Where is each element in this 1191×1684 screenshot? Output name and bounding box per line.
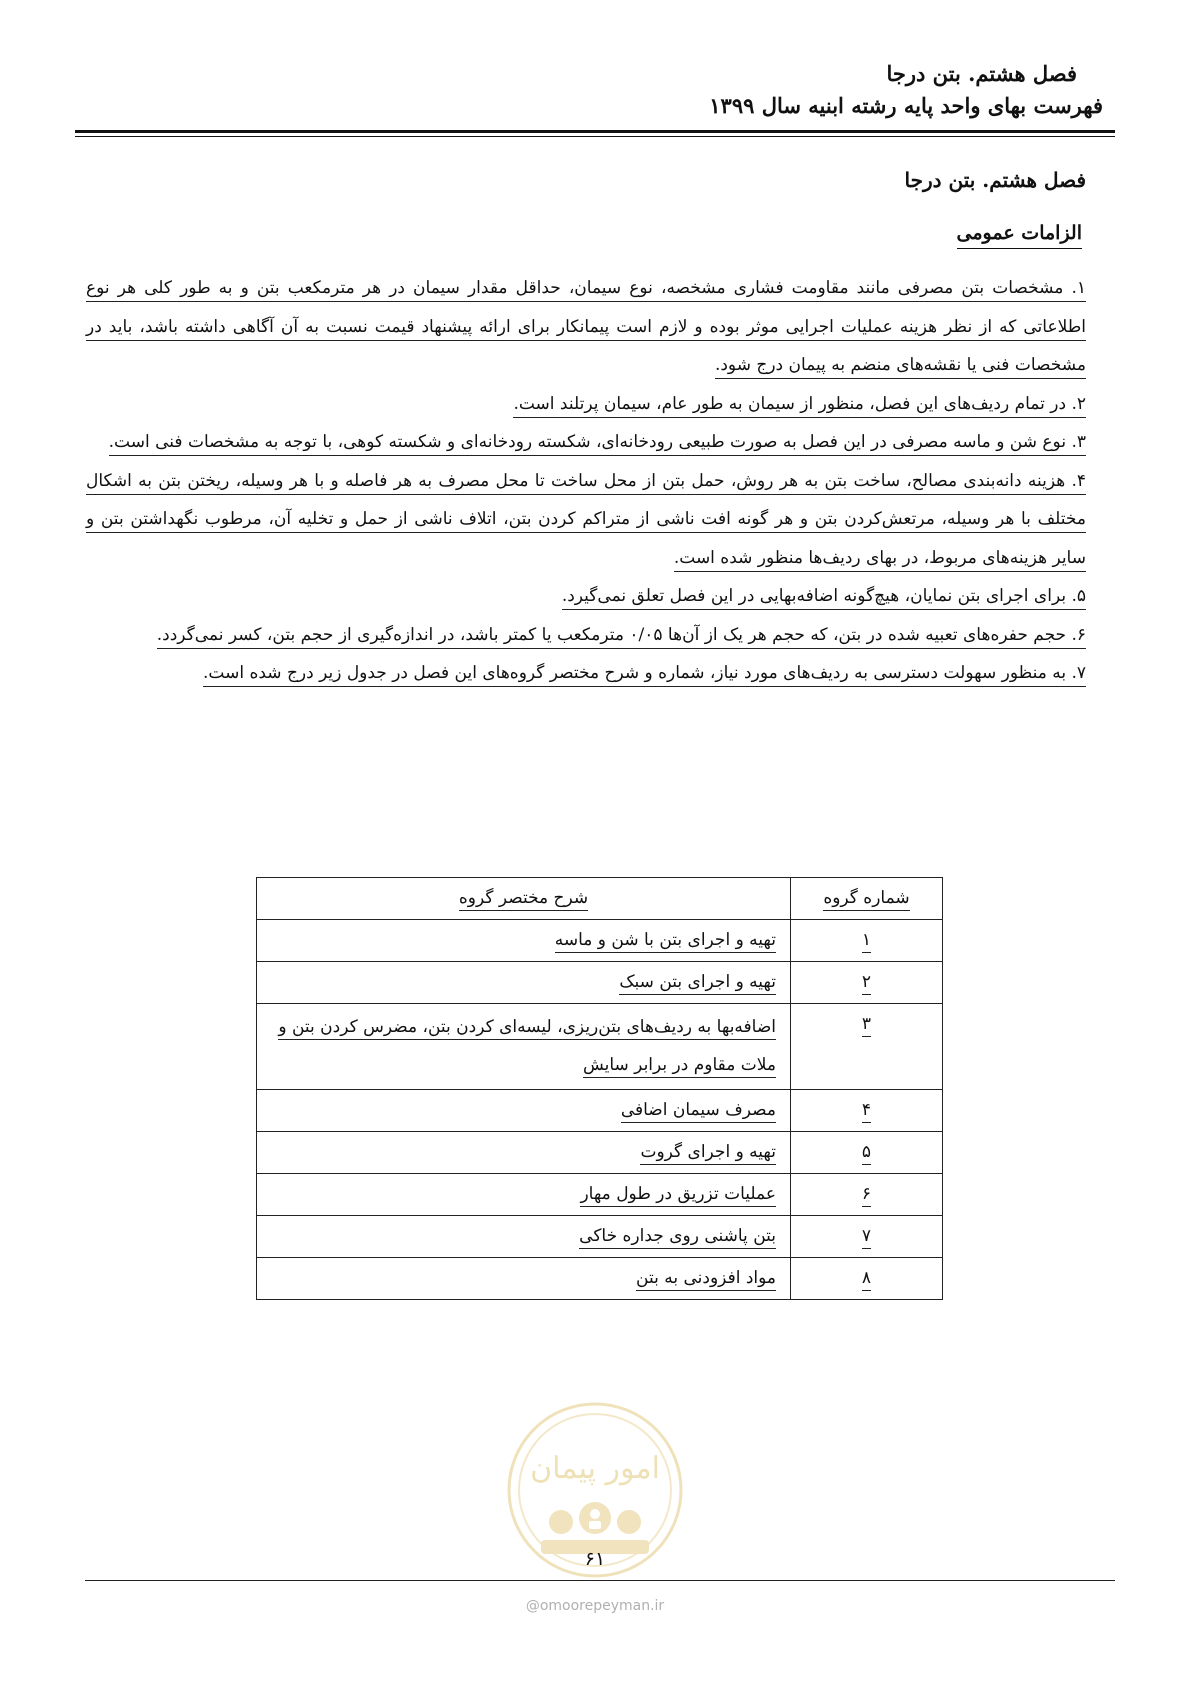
requirements-list [86, 269, 1086, 693]
header-catalog-title: فهرست بهای واحد پایه رشته ابنیه سال ۱۳۹۹ [709, 93, 1103, 118]
group-number: ۱ [791, 920, 943, 962]
table-row [257, 1258, 943, 1300]
table-row [257, 1216, 943, 1258]
group-number: ۶ [791, 1174, 943, 1216]
group-description: عملیات تزریق در طول مهار [257, 1174, 791, 1216]
page-header [63, 58, 1103, 122]
group-description: بتن پاشنی روی جداره خاکی [257, 1216, 791, 1258]
page-body [86, 162, 1086, 693]
group-number: ۲ [791, 962, 943, 1004]
group-description: مواد افزودنی به بتن [257, 1258, 791, 1300]
table-row [257, 920, 943, 962]
table-row [257, 1174, 943, 1216]
group-table [256, 877, 943, 1300]
group-number: ۳ [791, 1004, 943, 1090]
table-header-row [257, 878, 943, 920]
group-description: اضافه‌بها به ردیف‌های بتن‌ریزی، لیسه‌ای کردن بتن، مضرس کردن بتن و ملات مقاوم در برابر سایش [257, 1004, 791, 1090]
site-url: @omoorepeyman.ir [525, 1598, 665, 1614]
requirement-item: ۴. هزینه دانه‌بندی مصالح، ساخت بتن به هر روش، حمل بتن از محل ساخت تا محل مصرف به هر فاصله و با هر وسیله، ریختن بتن به اشکال مختلف با هر وسیله، مرتعش‌کردن بتن و هر گونه افت ناشی از متراکم کردن بتن، اتلاف ناشی از حمل و تخلیه آن، مرطوب نگهداشتن بتن و سایر هزینه‌های مربوط، در بهای ردیف‌ها منظور شده است. [86, 462, 1086, 578]
group-description: تهیه و اجرای بتن با شن و ماسه [257, 920, 791, 962]
group-description: تهیه و اجرای گروت [257, 1132, 791, 1174]
group-number: ۵ [791, 1132, 943, 1174]
group-description: تهیه و اجرای بتن سبک [257, 962, 791, 1004]
group-number: ۷ [791, 1216, 943, 1258]
footer-divider [85, 1580, 1115, 1581]
section-title: الزامات عمومی [957, 218, 1082, 249]
column-header-description: شرح مختصر گروه [257, 878, 791, 920]
header-divider-thick [75, 130, 1115, 133]
table-row [257, 962, 943, 1004]
watermark-logo-text: امور پیمان [530, 1451, 660, 1486]
requirement-item: ۷. به منظور سهولت دسترسی به ردیف‌های مورد نیاز، شماره و شرح مختصر گروه‌های این فصل در جدول زیر درج شده است. [86, 654, 1086, 693]
table-row [257, 1090, 943, 1132]
header-divider-thin [75, 136, 1115, 137]
column-header-number: شماره گروه [791, 878, 943, 920]
page-number: ۶۱ [584, 1548, 606, 1570]
group-number: ۴ [791, 1090, 943, 1132]
requirement-item: ۶. حجم حفره‌های تعبیه شده در بتن، که حجم هر یک از آن‌ها ۰/۰۵ مترمکعب یا کمتر باشد، در اندازه‌گیری از حجم بتن، کسر نمی‌گردد. [86, 616, 1086, 655]
group-number: ۸ [791, 1258, 943, 1300]
group-description: مصرف سیمان اضافی [257, 1090, 791, 1132]
table-row [257, 1132, 943, 1174]
header-chapter: فصل هشتم. بتن درجا [886, 61, 1077, 86]
requirement-item: ۳. نوع شن و ماسه مصرفی در این فصل به صورت طبیعی رودخانه‌ای، شکسته رودخانه‌ای و شکسته کوهی، با توجه به مشخصات فنی است. [86, 423, 1086, 462]
table-row [257, 1004, 943, 1090]
requirement-item: ۵. برای اجرای بتن نمایان، هیچ‌گونه اضافه‌بهایی در این فصل تعلق نمی‌گیرد. [86, 577, 1086, 616]
requirement-item: ۱. مشخصات بتن مصرفی مانند مقاومت فشاری مشخصه، نوع سیمان، حداقل مقدار سیمان در هر مترمکعب بتن و به طور کلی هر نوع اطلاعاتی که از نظر هزینه عملیات اجرایی موثر بوده و لازم است پیمانکار برای ارائه پیشنهاد قیمت نسبت به آن آگاهی داشته باشد، باید در مشخصات فنی یا نقشه‌های منضم به پیمان درج شود. [86, 269, 1086, 385]
requirement-item: ۲. در تمام ردیف‌های این فصل، منظور از سیمان به طور عام، سیمان پرتلند است. [86, 385, 1086, 424]
chapter-title: فصل هشتم. بتن درجا [904, 168, 1086, 192]
